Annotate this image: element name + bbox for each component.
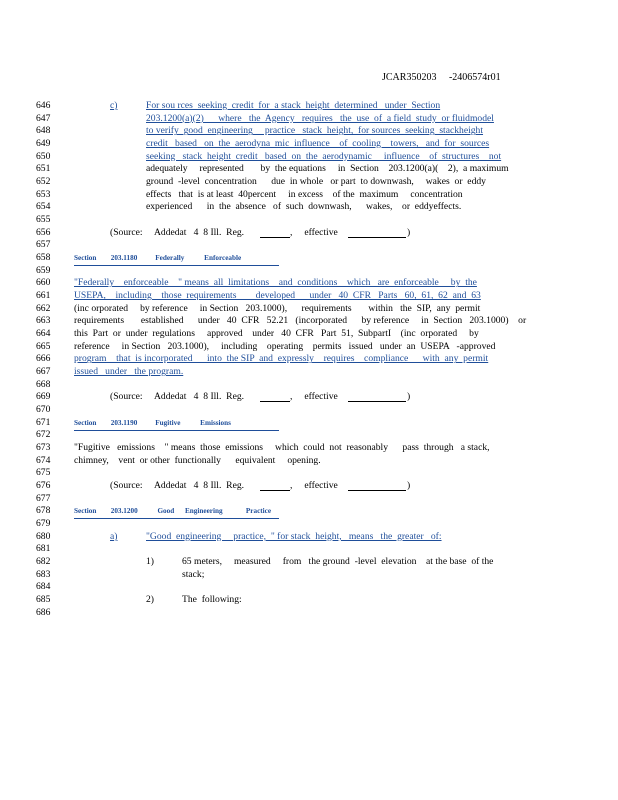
line-number: 655 — [36, 214, 51, 226]
line-text: 1) — [146, 556, 154, 568]
line-text: experienced in the absence of such downwash, wakes, or eddyeffects. — [146, 201, 462, 213]
line-text: effects that is at least 40percent in excess of the maximum concentration — [146, 188, 463, 200]
line-text: For sou rces seeking credit for a stack height determined under Section — [146, 100, 441, 111]
line-number: 665 — [36, 340, 51, 352]
closing-paren: ) — [407, 391, 411, 403]
line-number: 684 — [36, 581, 51, 593]
line-number: 675 — [36, 467, 51, 479]
line-number: 658 — [36, 252, 51, 264]
line-number: 686 — [36, 606, 51, 618]
section-heading: Section 203.1200 Good Engineering Practice — [74, 504, 279, 519]
document-revision: -2406574r01 — [448, 72, 501, 83]
blank-date — [348, 227, 406, 238]
line-text: 2) — [146, 594, 154, 606]
line-text: c) — [110, 100, 118, 111]
line-number: 683 — [36, 568, 51, 580]
line-number: 670 — [36, 404, 51, 416]
line-text: reference in Section 203.1000), including operating permits issued under an USEPA -approved — [74, 340, 496, 352]
document-id: JCAR350203 — [382, 72, 437, 83]
line-number: 663 — [36, 315, 51, 327]
line-number: 651 — [36, 163, 51, 175]
line-number: 657 — [36, 239, 51, 251]
line-text: (inc orporated by reference in Section 203.1000), requirements within the SIP, any permit — [74, 302, 481, 314]
line-number: 676 — [36, 480, 51, 492]
line-text: program that is incorporated into the SIP and expressly requires compliance with any permit — [74, 353, 489, 365]
line-number: 654 — [36, 201, 51, 213]
blank-volume — [260, 391, 290, 402]
line-number: 677 — [36, 492, 51, 504]
line-text: "Good engineering practice, " for stack height, means the greater of: — [146, 530, 442, 542]
line-number: 652 — [36, 176, 51, 188]
line-text: adequately represented by the equations in Section 203.1200(a)( 2), a maximum — [146, 163, 509, 175]
closing-paren: ) — [407, 226, 411, 238]
line-text: The following: — [182, 594, 242, 606]
line-text: 203.1200(a)(2) where the Agency requires the use of a field study or fluidmodel — [146, 112, 494, 124]
line-number: 681 — [36, 543, 51, 555]
line-text: a) — [110, 530, 118, 542]
line-number: 682 — [36, 556, 51, 568]
line-number: 668 — [36, 378, 51, 390]
line-number: 666 — [36, 353, 51, 365]
line-text: stack; — [182, 568, 205, 580]
section-heading: Section 203.1180 Federally Enforceable — [74, 251, 279, 266]
line-text: requirements established under 40 CFR 52.21 (incorporated by reference in Section 203.1000) or — [74, 315, 527, 327]
line-number: 671 — [36, 416, 51, 428]
line-text: (Source: Addedat 4 8 Ill. Reg. — [110, 480, 245, 492]
effective-label: , effective — [290, 480, 338, 492]
line-number: 646 — [36, 100, 51, 111]
line-text: "Fugitive emissions " means those emissions which could not reasonably pass through a stack, — [74, 442, 490, 454]
line-text: (Source: Addedat 4 8 Ill. Reg. — [110, 391, 245, 403]
line-text: ground -level concentration due in whole or part to downwash, wakes or eddy — [146, 176, 486, 188]
blank-volume — [260, 227, 290, 238]
line-number: 660 — [36, 277, 51, 289]
line-text: this Part or under regulations approved under 40 CFR Part 51, SubpartI (inc orporated by — [74, 328, 479, 340]
effective-label: , effective — [290, 391, 338, 403]
closing-paren: ) — [407, 480, 411, 492]
line-number: 672 — [36, 429, 51, 441]
line-number: 649 — [36, 138, 51, 149]
line-text: seeking stack height credit based on the aerodynamic influence of structures not — [146, 150, 502, 162]
line-text: 65 meters, measured from the ground -level elevation at the base of the — [182, 556, 494, 568]
effective-label: , effective — [290, 226, 338, 238]
line-number: 653 — [36, 188, 51, 200]
document-header — [382, 72, 501, 83]
line-number: 647 — [36, 112, 51, 124]
line-number: 656 — [36, 226, 51, 238]
blank-date — [348, 480, 406, 491]
blank-volume — [260, 480, 290, 491]
line-text: USEPA, including those requirements developed under 40 CFR Parts 60, 61, 62 and 63 — [74, 290, 481, 302]
blank-date — [348, 391, 406, 402]
line-number: 669 — [36, 391, 51, 403]
line-number: 673 — [36, 442, 51, 454]
line-number: 648 — [36, 125, 51, 137]
line-number: 661 — [36, 290, 51, 302]
line-number: 678 — [36, 505, 51, 517]
line-text: issued under the program. — [74, 366, 184, 378]
line-number: 664 — [36, 328, 51, 340]
line-text: to verify good engineering practice stack height, for sources seeking stackheight — [146, 125, 484, 137]
line-text: chimney, vent or other functionally equivalent opening. — [74, 454, 321, 466]
line-number: 667 — [36, 366, 51, 378]
line-number: 659 — [36, 264, 51, 276]
line-number: 685 — [36, 594, 51, 606]
line-text: (Source: Addedat 4 8 Ill. Reg. — [110, 226, 245, 238]
line-number: 674 — [36, 454, 51, 466]
line-number: 662 — [36, 302, 51, 314]
line-number: 679 — [36, 518, 51, 530]
line-number: 680 — [36, 530, 51, 542]
section-heading: Section 203.1190 Fugitive Emissions — [74, 416, 279, 431]
line-text: "Federally enforceable " means all limitations and conditions which are enforceable by the — [74, 277, 477, 289]
line-number: 650 — [36, 150, 51, 162]
line-text: credit based on the aerodyna mic influence of cooling towers, and for sources — [146, 138, 490, 149]
